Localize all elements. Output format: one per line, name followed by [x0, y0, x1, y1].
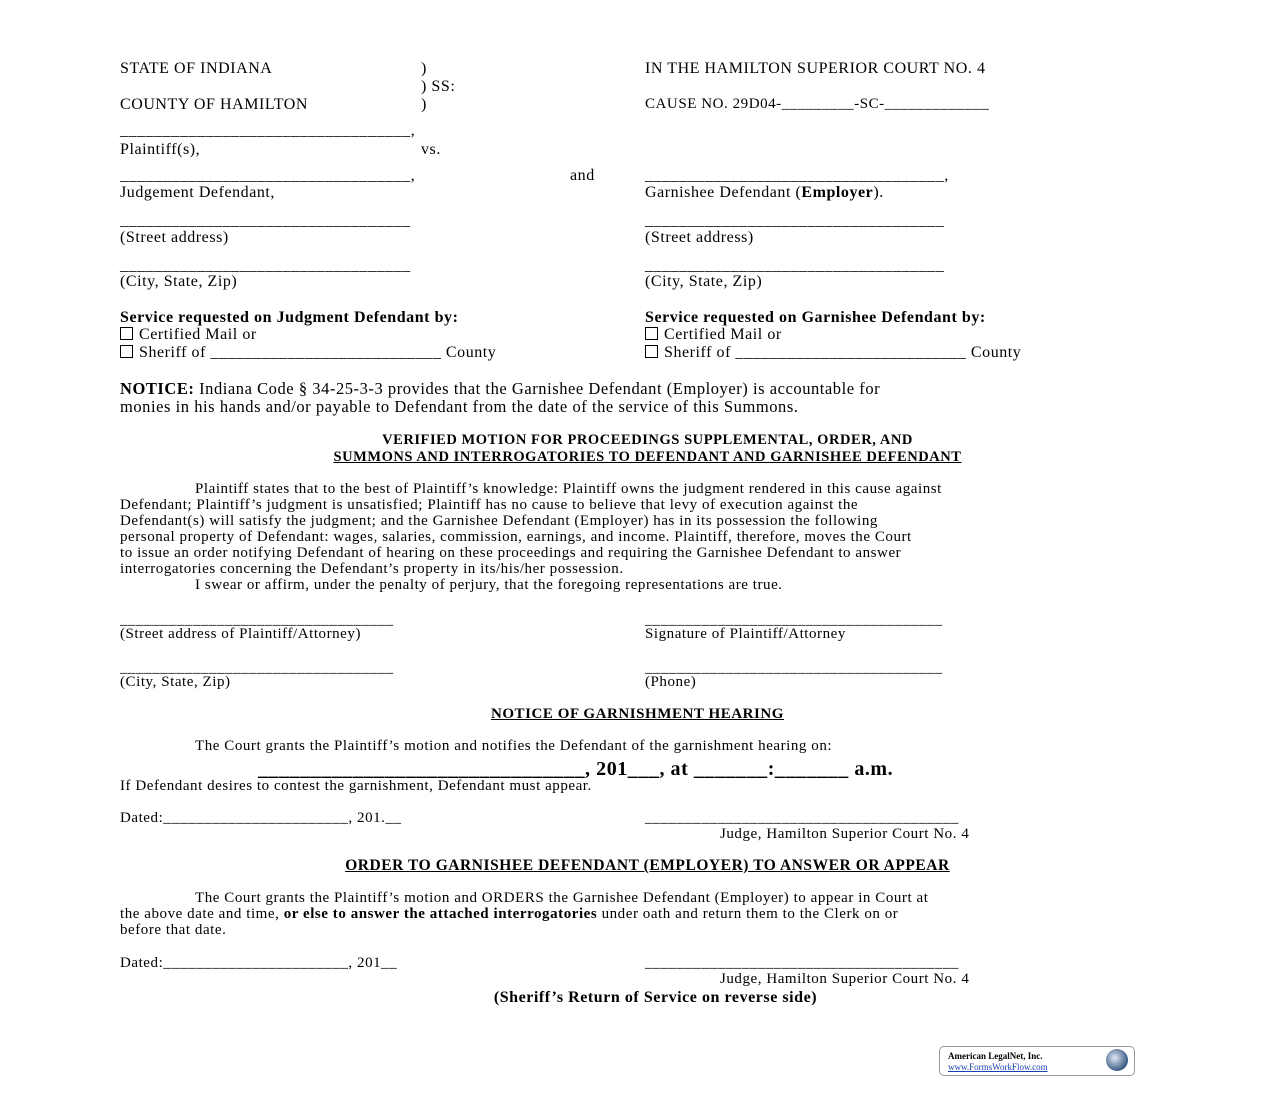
hearing-text: The Court grants the Plaintiff’s motion and notifies the Defendant of the garnishment hearing on:: [195, 738, 833, 754]
order-title: ORDER TO GARNISHEE DEFENDANT (EMPLOYER) TO ANSWER OR APPEAR: [345, 857, 950, 874]
garnishee-label: [645, 184, 884, 201]
garnishee-street-field[interactable]: ___________________________________: [645, 212, 945, 229]
motion-text: personal property of Defendant: wages, salaries, commission, earnings, and income. Plaintiff, therefore, moves the Court: [120, 529, 912, 545]
attorney-street-field[interactable]: __________________________________: [120, 612, 394, 628]
dated-field[interactable]: Dated:_______________________, 201__: [120, 955, 398, 971]
defendant-city-field[interactable]: __________________________________: [120, 257, 411, 274]
paren: ): [421, 96, 427, 113]
plaintiff-label: Plaintiff(s),: [120, 141, 201, 158]
service-defendant-title: Service requested on Judgment Defendant by:: [120, 309, 459, 326]
street-label: (Street address): [120, 229, 229, 246]
garnishee-label-text: Garnishee Defendant (: [645, 184, 802, 201]
globe-icon: [1106, 1049, 1128, 1071]
paren: ): [421, 60, 427, 77]
county-label: COUNTY OF HAMILTON: [120, 96, 308, 113]
option-label: Certified Mail or: [139, 326, 257, 343]
plaintiff-field[interactable]: __________________________________,: [120, 122, 416, 139]
certified-mail-option[interactable]: [120, 326, 257, 343]
motion-title: SUMMONS AND INTERROGATORIES TO DEFENDANT AND GARNISHEE DEFENDANT: [333, 449, 962, 465]
dated-field[interactable]: Dated:_______________________, 201.__: [120, 810, 402, 826]
american-legalnet-logo[interactable]: [939, 1046, 1135, 1076]
motion-text: to issue an order notifying Defendant of hearing on these proceedings and requiring the Garnishee Defendant to answer: [120, 545, 902, 561]
and-label: and: [570, 167, 595, 184]
option-label: Sheriff of ___________________________ County: [664, 344, 1022, 361]
service-garnishee-title: Service requested on Garnishee Defendant by:: [645, 309, 986, 326]
city-label: (City, State, Zip): [120, 273, 238, 290]
judge-signature-field[interactable]: _______________________________________: [645, 955, 959, 971]
notice-text: Indiana Code § 34-25-3-3 provides that the Garnishee Defendant (Employer) is accountable for: [194, 379, 881, 398]
company-name: American LegalNet, Inc.: [948, 1051, 1043, 1061]
employer-bold: Employer: [801, 184, 874, 201]
option-label: Sheriff of ___________________________ County: [139, 344, 497, 361]
notice-text: monies in his hands and/or payable to Defendant from the date of the service of this Summons.: [120, 397, 799, 416]
city-label: (City, State, Zip): [645, 273, 763, 290]
notice-line: [120, 380, 880, 397]
checkbox[interactable]: [645, 327, 658, 340]
checkbox[interactable]: [120, 345, 133, 358]
defendant-field[interactable]: __________________________________,: [120, 167, 416, 184]
option-label: Certified Mail or: [664, 326, 782, 343]
signature-field[interactable]: _____________________________________: [645, 612, 943, 628]
phone-label: (Phone): [645, 674, 697, 690]
court-name: IN THE HAMILTON SUPERIOR COURT NO. 4: [645, 60, 986, 77]
garnishee-city-field[interactable]: ___________________________________: [645, 257, 945, 274]
order-text: The Court grants the Plaintiff’s motion and ORDERS the Garnishee Defendant (Employer) to appear in Court at: [195, 890, 929, 906]
hearing-date-field[interactable]: _______________________________, 201___, at _______:_______ a.m.: [258, 758, 894, 780]
hearing-title: NOTICE OF GARNISHMENT HEARING: [490, 706, 785, 722]
cause-number-field[interactable]: CAUSE NO. 29D04-_________-SC-_____________: [645, 96, 990, 112]
motion-title: VERIFIED MOTION FOR PROCEEDINGS SUPPLEMENTAL, ORDER, AND: [382, 432, 913, 448]
notice-label: NOTICE:: [120, 379, 195, 398]
order-text-part: under oath and return them to the Clerk on or: [597, 906, 899, 922]
swear-text: I swear or affirm, under the penalty of perjury, that the foregoing representations are true.: [195, 577, 783, 593]
judge-label: Judge, Hamilton Superior Court No. 4: [720, 826, 970, 842]
ss-label: ) SS:: [421, 78, 456, 95]
reverse-side-note: (Sheriff’s Return of Service on reverse side): [493, 989, 818, 1006]
city-label: (City, State, Zip): [120, 674, 231, 690]
motion-text: Defendant; Plaintiff’s judgment is unsatisfied; Plaintiff has no cause to believe that levy of execution against the: [120, 497, 859, 513]
attorney-city-field[interactable]: __________________________________: [120, 660, 394, 676]
motion-text: Defendant(s) will satisfy the judgment; and the Garnishee Defendant (Employer) has in its possession the following: [120, 513, 878, 529]
phone-field[interactable]: _____________________________________: [645, 660, 943, 676]
street-label: (Street address): [645, 229, 754, 246]
judge-signature-field[interactable]: _______________________________________: [645, 810, 959, 826]
order-text: before that date.: [120, 922, 227, 938]
state-label: STATE OF INDIANA: [120, 60, 273, 77]
street-attorney-label: (Street address of Plaintiff/Attorney): [120, 626, 361, 642]
checkbox[interactable]: [645, 345, 658, 358]
judge-label: Judge, Hamilton Superior Court No. 4: [720, 971, 970, 987]
garnishee-field[interactable]: ___________________________________,: [645, 167, 949, 184]
motion-text: interrogatories concerning the Defendant’s property in its/his/her possession.: [120, 561, 624, 577]
contest-text: If Defendant desires to contest the garnishment, Defendant must appear.: [120, 778, 592, 794]
sheriff-option[interactable]: [645, 344, 1021, 361]
garnishee-label-end: ).: [873, 184, 884, 201]
checkbox[interactable]: [120, 327, 133, 340]
website-link[interactable]: www.FormsWorkFlow.com: [948, 1062, 1048, 1072]
sheriff-option[interactable]: [120, 344, 496, 361]
motion-text: Plaintiff states that to the best of Plaintiff’s knowledge: Plaintiff owns the judgment rendered in this cause against: [195, 481, 942, 497]
order-text-bold: or else to answer the attached interrogatories: [283, 906, 598, 922]
order-text-part: the above date and time,: [120, 906, 284, 922]
order-text: [120, 906, 898, 923]
signature-label: Signature of Plaintiff/Attorney: [645, 626, 846, 642]
vs-label: vs.: [421, 141, 441, 158]
defendant-label: Judgement Defendant,: [120, 184, 275, 201]
defendant-street-field[interactable]: __________________________________: [120, 212, 411, 229]
certified-mail-option[interactable]: [645, 326, 782, 343]
